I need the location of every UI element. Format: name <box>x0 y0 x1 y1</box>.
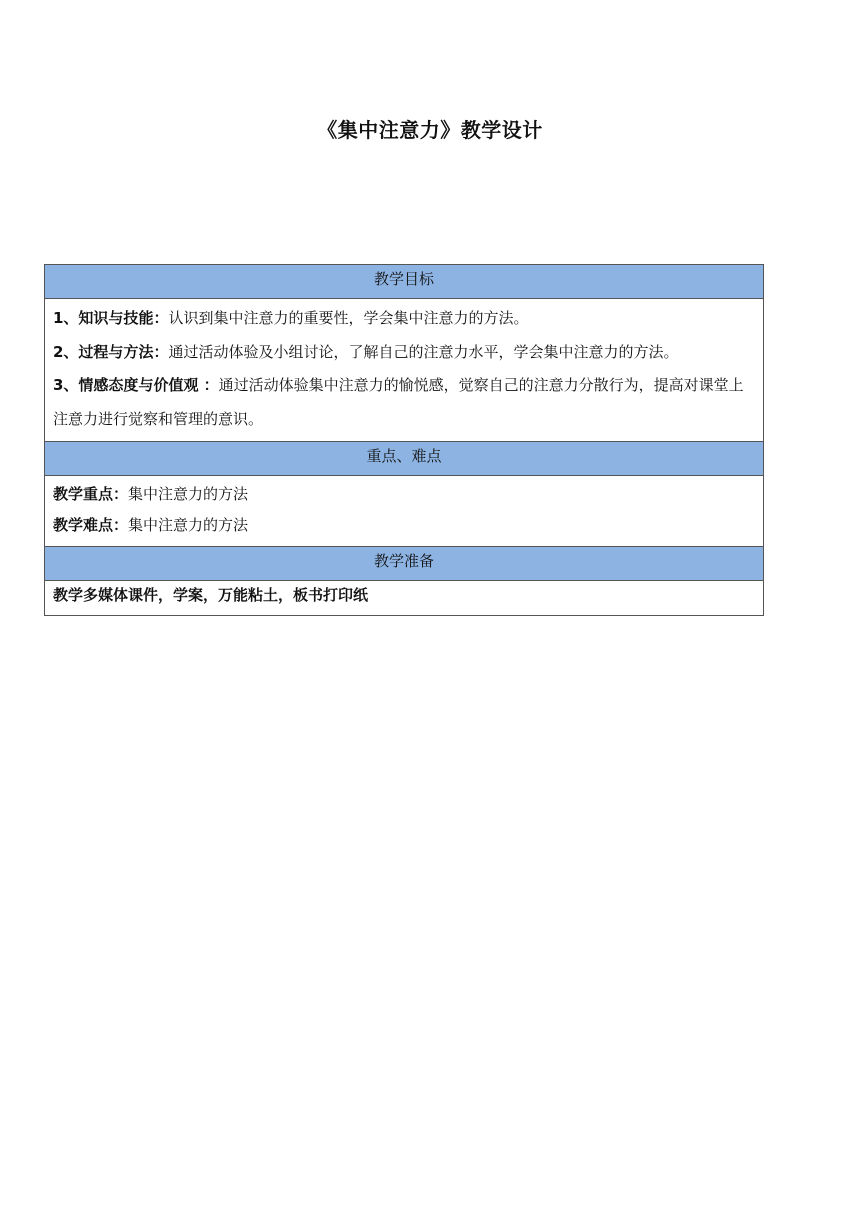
objective-text: 认识到集中注意力的重要性，学会集中注意力的方法。 <box>168 309 529 327</box>
document-title: 《集中注意力》教学设计 <box>317 118 543 142</box>
objective-item-knowledge <box>53 302 755 336</box>
keypoint-label: 教学难点： <box>53 516 129 534</box>
keypoint-item-focus <box>53 479 755 510</box>
lesson-plan-table <box>44 264 764 616</box>
keypoints-header: 重点、难点 <box>45 442 763 476</box>
objective-label: 2、过程与方法： <box>53 342 169 361</box>
keypoint-text: 集中注意力的方法 <box>128 485 249 503</box>
keypoints-body <box>45 476 763 547</box>
objectives-header: 教学目标 <box>45 265 763 299</box>
objective-text: 通过活动体验集中注意力的愉悦感，觉察自己的注意力分散行为，提高对课堂上注意力进行觉察和管理的意识。 <box>53 376 744 428</box>
objective-label: 1、知识与技能： <box>53 309 169 327</box>
objective-text: 通过活动体验及小组讨论，了解自己的注意力水平，学会集中注意力的方法。 <box>168 342 679 361</box>
keypoint-label: 教学重点： <box>53 485 129 503</box>
objective-item-attitude <box>53 369 755 436</box>
keypoint-item-difficulty <box>53 510 755 541</box>
keypoint-text: 集中注意力的方法 <box>128 516 249 534</box>
preparation-header: 教学准备 <box>45 547 763 581</box>
objective-item-process <box>53 336 755 370</box>
preparation-body: 教学多媒体课件，学案，万能粘土，板书打印纸 <box>53 586 369 604</box>
objective-label: 3、情感态度与价值观 ： <box>53 376 219 394</box>
objectives-body <box>45 299 763 442</box>
